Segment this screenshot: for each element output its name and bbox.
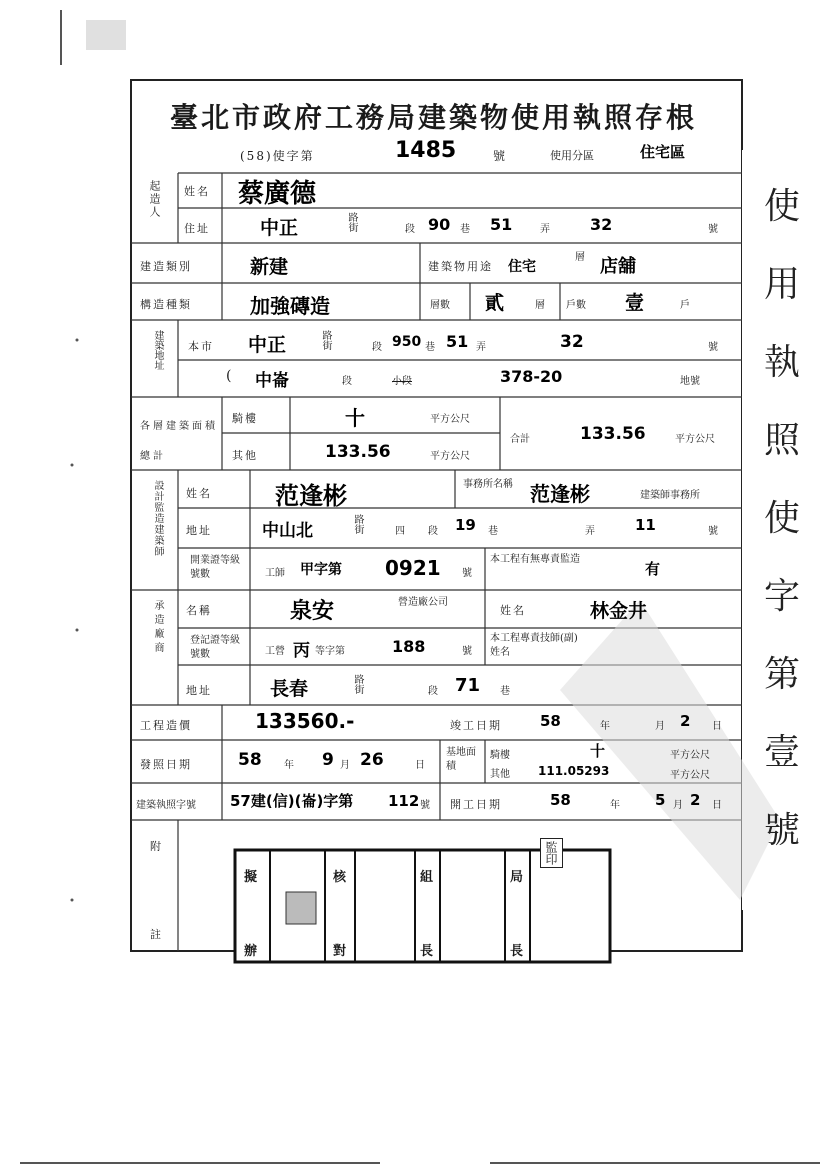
contractor-name: 泉安: [290, 599, 335, 624]
contractor-section-label: 段: [428, 686, 438, 697]
applicant-lane-label: 巷: [460, 224, 470, 235]
registration-number: 188: [392, 637, 426, 656]
margin-char-7: 壹: [763, 732, 800, 773]
permit-suffix: 號: [493, 149, 506, 163]
designer-hao-label: 號: [708, 526, 718, 537]
stamp-c3-bottom: 長: [420, 944, 434, 959]
issue-month: 9: [322, 750, 334, 770]
margin-char-1: 用: [763, 264, 800, 305]
margin-char-6: 第: [763, 654, 800, 695]
completion-month-label: 月: [655, 721, 665, 732]
supervisor-value: 有: [645, 560, 661, 578]
base-arcade-label: 騎樓: [490, 750, 510, 761]
site-hao-label: 號: [708, 342, 718, 353]
site-alley-label: 弄: [476, 342, 486, 353]
start-label: 開工日期: [450, 798, 502, 811]
structure-value: 加強磚造: [250, 294, 330, 318]
zone-value: 住宅區: [640, 143, 686, 161]
registration-label: 登記證等級號數: [190, 635, 240, 660]
base-arcade-unit: 平方公尺: [670, 750, 710, 761]
floors-unit: 層: [535, 300, 545, 311]
floor-area-label: 各層建築面積總計: [140, 421, 218, 462]
registration-mid: 等字第: [315, 646, 345, 657]
supervisor-label: 本工程有無專責監造: [490, 554, 580, 565]
designer-lane: 19: [455, 516, 476, 534]
zone-label: 使用分區: [550, 149, 594, 162]
cost-value: 133560.-: [255, 709, 355, 733]
start-month: 5: [655, 791, 666, 809]
designer-section-label: 段: [428, 526, 438, 537]
applicant-alley-label: 弄: [540, 224, 550, 235]
total-label: 合計: [510, 434, 530, 445]
site-land-section: 中崙: [255, 371, 289, 391]
site-section-label: 段: [372, 342, 382, 353]
site-lane: 950: [392, 334, 422, 350]
applicant-name-label: 姓名: [184, 185, 210, 198]
total-value: 133.56: [580, 424, 646, 444]
households-unit: 戶: [680, 300, 690, 311]
seal-text: 監印: [540, 838, 563, 868]
applicant-hao-label: 號: [708, 224, 718, 235]
stamp-c4-bottom: 長: [510, 944, 524, 959]
applicant-address-label: 住址: [184, 222, 210, 235]
contractor-address-label: 地址: [186, 684, 212, 697]
category-value: 新建: [250, 256, 289, 278]
permit-prefix: (58)使字第: [240, 149, 315, 163]
structure-label: 構造種類: [140, 298, 192, 311]
stamp-c1-bottom: 辦: [244, 944, 258, 959]
base-other-value: 111.05293: [538, 764, 610, 778]
seal-mark: [286, 892, 316, 924]
start-day: 2: [690, 791, 701, 809]
floors-label: 層數: [430, 300, 450, 311]
contractor-name-label: 名稱: [186, 604, 212, 617]
registration-prefix: 工營: [265, 646, 285, 657]
margin-stamp: [752, 168, 812, 870]
stamp-c3-top: 組: [420, 870, 434, 885]
registration-grade: 丙: [293, 641, 310, 661]
site-lane-label: 巷: [425, 342, 435, 353]
households-label: 戶數: [566, 300, 586, 311]
designer-alley-label: 弄: [585, 526, 595, 537]
applicant-section-label: 段: [405, 224, 415, 235]
applicant-number: 32: [590, 215, 613, 234]
start-year-label: 年: [610, 800, 620, 811]
start-day-label: 日: [712, 800, 722, 811]
cost-label: 工程造價: [140, 719, 192, 732]
remarks-label-top: 附: [150, 840, 163, 853]
designer-license-suffix: 號: [462, 568, 472, 579]
issue-month-label: 月: [340, 760, 350, 771]
use-floor-label: 層: [575, 252, 585, 263]
arcade-value: 十: [345, 406, 365, 430]
completion-year-label: 年: [600, 721, 610, 732]
issue-year-label: 年: [284, 760, 294, 771]
applicant-district: 中正: [260, 217, 299, 239]
site-lot-number: 378-20: [500, 367, 563, 386]
contractor-lane-label: 巷: [500, 686, 510, 697]
contractor-type-label: 營造廠公司: [398, 597, 448, 608]
other-area-unit: 平方公尺: [430, 451, 470, 462]
site-subsection-label: 小段: [392, 376, 412, 387]
issue-year: 58: [238, 750, 262, 770]
site-district: 中正: [248, 334, 287, 356]
site-open-paren: (: [226, 368, 232, 384]
designer-office-suffix: 建築師事務所: [640, 490, 700, 501]
designer-address: 中山北: [262, 521, 313, 541]
designer-license-prefix: 工師: [265, 568, 285, 579]
contractor-address: 長春: [270, 678, 309, 700]
applicant-alley: 51: [490, 215, 513, 234]
issue-label: 發照日期: [140, 758, 192, 771]
permit-number: 1485: [395, 138, 457, 163]
engineer-label: 本工程專責技師(副)姓名: [490, 633, 578, 658]
contractor-director: 林金井: [590, 600, 648, 622]
building-permit-value: 57建(信)(崙)字第: [230, 792, 354, 810]
issue-day-label: 日: [415, 760, 425, 771]
start-month-label: 月: [673, 800, 683, 811]
use-value-2: 店舖: [600, 256, 636, 277]
designer-office: 范逢彬: [530, 482, 590, 506]
stamp-c2-bottom: 對: [333, 944, 347, 959]
designer-name: 范逢彬: [275, 482, 347, 510]
designer-group-label: 設計監造建築師: [152, 480, 163, 557]
issue-day: 26: [360, 750, 384, 770]
designer-license-number: 0921: [385, 556, 441, 580]
use-value: 住宅: [508, 259, 536, 275]
site-land-section-label: 段: [342, 376, 352, 387]
applicant-lane: 90: [428, 215, 451, 234]
margin-char-4: 使: [763, 498, 800, 539]
applicant-road-label: 路街: [346, 212, 357, 232]
completion-day: 2: [680, 712, 691, 730]
designer-section: 四: [395, 526, 405, 537]
designer-lane-label: 巷: [488, 526, 498, 537]
other-area-value: 133.56: [325, 442, 391, 462]
base-arcade-value: 十: [590, 742, 606, 760]
completion-label: 竣工日期: [450, 719, 502, 732]
contractor-director-label: 姓名: [500, 604, 526, 617]
base-other-label: 其他: [490, 769, 510, 780]
margin-char-0: 使: [763, 186, 800, 227]
site-alley: 51: [446, 332, 469, 351]
building-permit-label: 建築執照字號: [136, 800, 196, 811]
margin-char-3: 照: [763, 420, 800, 461]
site-lot-label: 地號: [680, 376, 700, 387]
designer-license-label: 開業證等級號數: [190, 555, 240, 580]
arcade-label: 騎樓: [232, 412, 258, 425]
designer-number: 11: [635, 516, 656, 534]
use-label: 建築物用途: [428, 260, 493, 273]
scan-noise: [20, 10, 820, 1164]
base-area-label: 基地面積: [446, 747, 476, 772]
arcade-unit: 平方公尺: [430, 414, 470, 425]
completion-day-label: 日: [712, 721, 722, 732]
site-group-label: 建築地址: [152, 330, 163, 370]
total-unit: 平方公尺: [675, 434, 715, 445]
designer-road-label: 路街: [352, 514, 363, 534]
contractor-group-label: 承造廠商: [152, 600, 163, 656]
stamp-c2-top: 核: [333, 870, 347, 885]
contractor-lane: 71: [455, 675, 481, 696]
designer-license-grade: 甲字第: [300, 562, 342, 578]
other-area-label: 其他: [232, 449, 258, 462]
households-value: 壹: [625, 292, 645, 314]
designer-address-label: 地址: [186, 524, 212, 537]
base-other-unit: 平方公尺: [670, 770, 710, 781]
stamp-c4-top: 局: [510, 870, 524, 885]
margin-char-2: 執: [763, 342, 800, 383]
start-year: 58: [550, 791, 571, 809]
building-permit-suffix: 號: [420, 800, 430, 811]
site-road-label: 路街: [320, 330, 331, 350]
margin-char-5: 字: [763, 576, 800, 617]
site-city-label: 本市: [188, 340, 214, 353]
category-label: 建造類別: [140, 260, 192, 273]
margin-char-8: 號: [763, 810, 800, 851]
stamp-c1-top: 擬: [244, 870, 258, 885]
building-permit-number: 112: [388, 792, 420, 810]
applicant-group-label: 起造人: [148, 180, 161, 219]
registration-suffix: 號: [462, 646, 472, 657]
floors-value: 貳: [485, 292, 505, 314]
applicant-name: 蔡廣德: [238, 179, 317, 209]
remarks-label-bottom: 註: [150, 928, 163, 941]
designer-name-label: 姓名: [186, 487, 212, 500]
form-title: 臺北市政府工務局建築物使用執照存根: [170, 101, 698, 134]
completion-year: 58: [540, 712, 561, 730]
designer-office-label: 事務所名稱: [463, 479, 513, 490]
contractor-road-label: 路街: [352, 674, 363, 694]
site-number: 32: [560, 332, 584, 352]
